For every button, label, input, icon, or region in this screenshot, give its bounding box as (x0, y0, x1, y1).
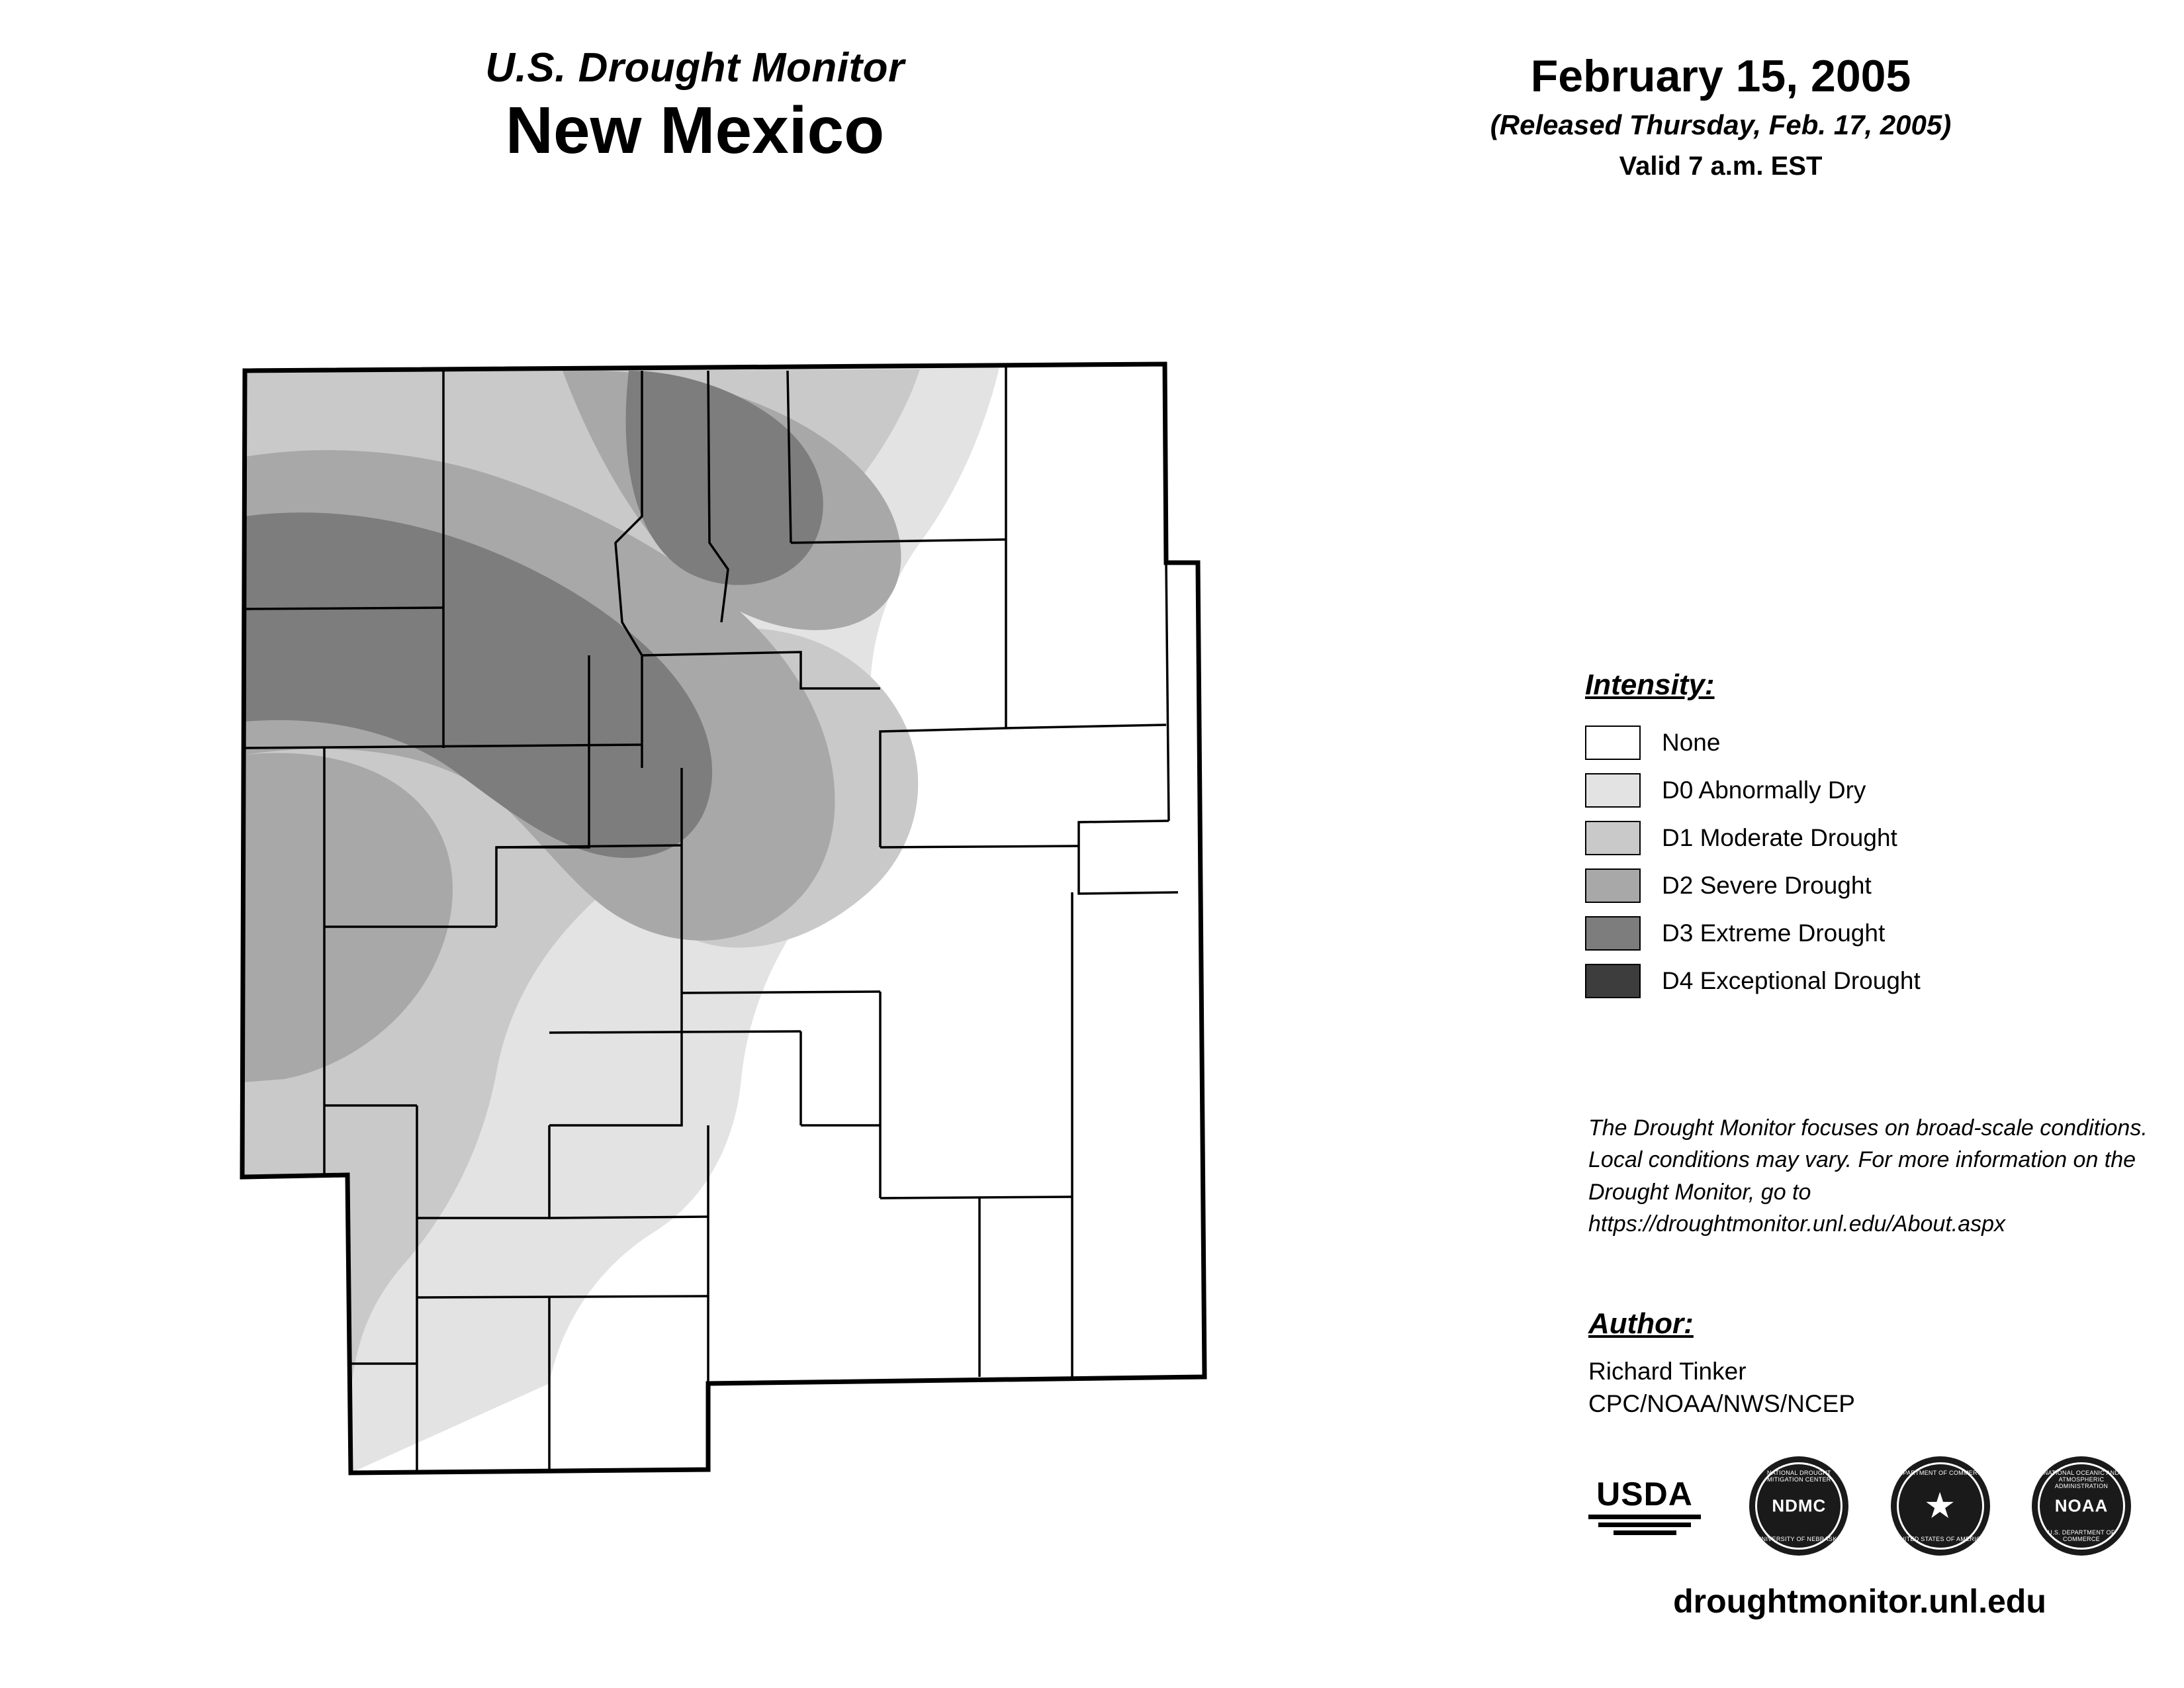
ndmc-logo (1749, 1456, 1848, 1556)
author-name: Richard Tinker (1588, 1358, 1747, 1385)
drought-shading (218, 344, 1410, 1602)
legend-swatch-d4 (1585, 964, 1641, 998)
legend-item-d0 (1585, 767, 2115, 814)
noaa-logo-text: NOAA (2054, 1495, 2109, 1516)
usda-logo-bars (1582, 1515, 1707, 1535)
logo-row (1582, 1453, 2131, 1559)
author-block (1588, 1307, 2184, 1420)
legend-item-d2 (1585, 862, 2115, 910)
region-title: New Mexico (505, 93, 885, 168)
page-title: U.S. Drought Monitor (485, 45, 905, 91)
noaa-logo-ring-bottom-text: U.S. DEPARTMENT OF COMMERCE (2048, 1529, 2115, 1542)
legend-label-d1: D1 Moderate Drought (1662, 824, 1897, 851)
usda-logo-text: USDA (1596, 1475, 1693, 1513)
author-affiliation: CPC/NOAA/NWS/NCEP (1588, 1390, 1855, 1418)
legend-label-d0: D0 Abnormally Dry (1662, 776, 1866, 804)
legend-swatch-none (1585, 726, 1641, 760)
legend-item-none (1585, 719, 2115, 767)
legend-label-d4: D4 Exceptional Drought (1662, 967, 1921, 994)
legend-swatch-d2 (1585, 868, 1641, 903)
noaa-logo (2032, 1456, 2131, 1556)
new-mexico-drought-map (218, 344, 1410, 1602)
legend (1585, 669, 2115, 1005)
title-block (331, 46, 1059, 167)
legend-swatch-d0 (1585, 773, 1641, 808)
legend-label-d3: D3 Extreme Drought (1662, 919, 1886, 947)
author-title: Author: (1588, 1307, 1694, 1340)
legend-label-d2: D2 Severe Drought (1662, 872, 1872, 899)
release-date: (Released Thursday, Feb. 17, 2005) (1490, 109, 1952, 141)
legend-item-d3 (1585, 910, 2115, 957)
site-url[interactable]: droughtmonitor.unl.edu (1673, 1583, 2046, 1620)
legend-label-none: None (1662, 729, 1721, 756)
usdoc-logo-ring-bottom-text: UNITED STATES OF AMERICA (1895, 1536, 1985, 1542)
legend-swatch-d3 (1585, 916, 1641, 951)
ndmc-logo-ring-top-text: NATIONAL DROUGHT MITIGATION CENTER (1766, 1470, 1831, 1483)
noaa-logo-ring-top-text: NATIONAL OCEANIC AND ATMOSPHERIC ADMINISTRATION (2043, 1470, 2120, 1489)
legend-item-d4 (1585, 957, 2115, 1005)
legend-title: Intensity: (1585, 669, 1715, 701)
ndmc-logo-text: NDMC (1772, 1495, 1827, 1516)
eagle-icon: ★ (1925, 1489, 1955, 1524)
legend-swatch-d1 (1585, 821, 1641, 855)
usdoc-logo (1891, 1456, 1990, 1556)
legend-item-d1 (1585, 814, 2115, 862)
disclaimer-text: The Drought Monitor focuses on broad-scale conditions. Local conditions may vary. For more information on the Drought Monitor, go to https://droughtmonitor.unl.edu/About.aspx (1588, 1115, 2148, 1237)
ndmc-logo-ring-bottom-text: UNIVERSITY OF NEBRASKA (1756, 1536, 1841, 1542)
date-block (1423, 53, 2019, 181)
usda-logo (1582, 1477, 1707, 1535)
usdoc-logo-ring-top-text: DEPARTMENT OF COMMERCE (1894, 1470, 1986, 1476)
map-date: February 15, 2005 (1530, 51, 1911, 101)
valid-time: Valid 7 a.m. EST (1619, 152, 1823, 181)
